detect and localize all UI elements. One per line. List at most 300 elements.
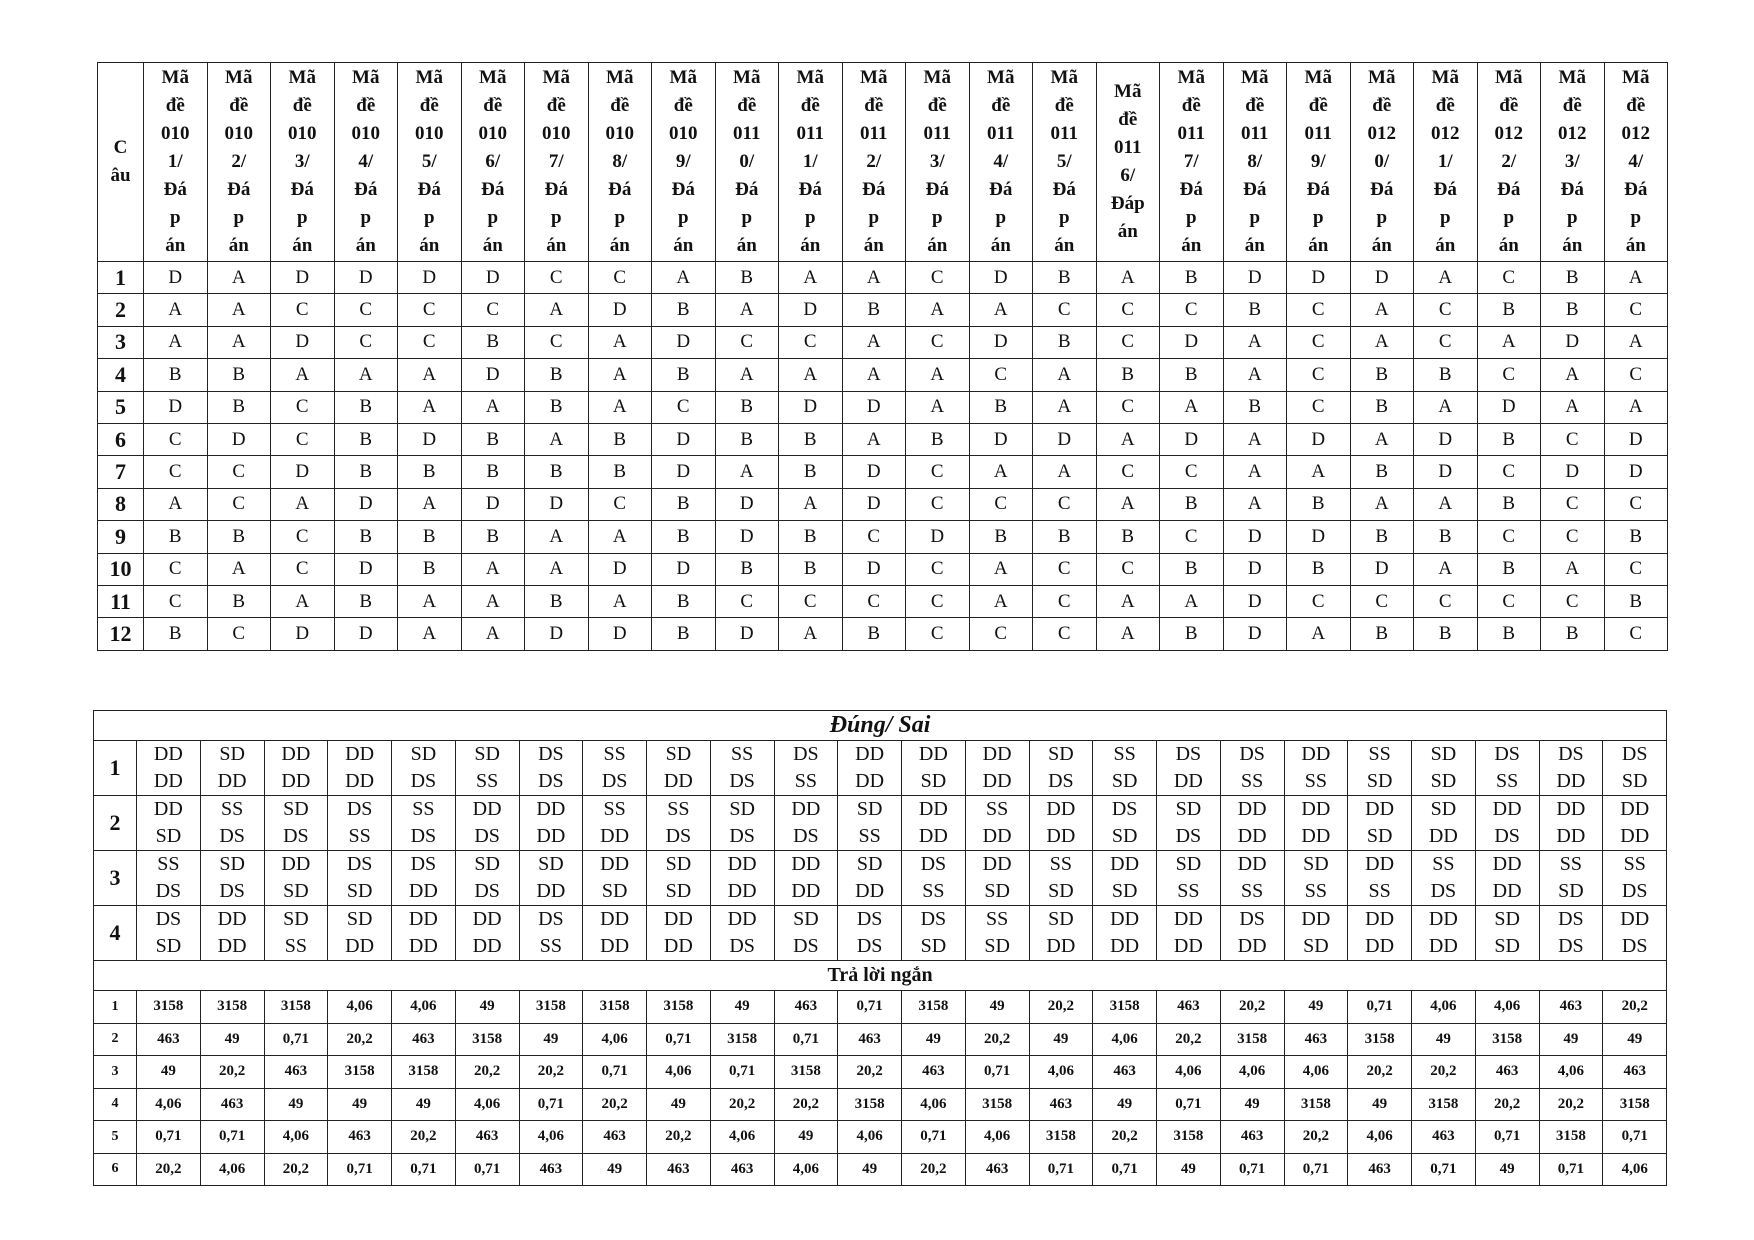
statement-pair-bottom: DD (1046, 825, 1076, 847)
answer-cell: D (398, 423, 462, 455)
answer-cell: B (1414, 618, 1478, 650)
answer-cell: B (1033, 521, 1097, 553)
answer-cell: A (1033, 391, 1097, 423)
short-answer-cell: 49 (264, 1088, 328, 1121)
true-false-cell (1284, 906, 1348, 961)
answer-cell: A (1160, 391, 1224, 423)
statement-pair-top: DD (153, 798, 183, 820)
statement-pair-top: DS (1175, 743, 1202, 765)
answer-row (98, 326, 1668, 358)
short-answer-cell: 20,2 (902, 1153, 966, 1186)
answer-cell: A (1033, 359, 1097, 391)
answer-cell: A (461, 391, 525, 423)
short-answer-cell: 0,71 (1412, 1153, 1476, 1186)
short-answer-cell: 20,2 (264, 1153, 328, 1186)
answer-cell: D (652, 456, 716, 488)
statement-pair-top: DD (600, 908, 630, 930)
statement-pair-bottom: DS (793, 825, 819, 847)
answer-cell: A (779, 359, 843, 391)
answer-cell: A (1604, 262, 1668, 294)
answer-cell: A (461, 553, 525, 585)
answer-cell: C (144, 423, 208, 455)
statement-pair-bottom: DD (1173, 935, 1203, 957)
question-number: 4 (94, 1088, 137, 1121)
short-answer-cell: 20,2 (1029, 991, 1093, 1024)
statement-pair-bottom: DD (1046, 935, 1076, 957)
statement-pair-bottom: DS (665, 825, 692, 847)
answer-cell: A (207, 262, 271, 294)
short-answer-cell: 4,06 (583, 1023, 647, 1056)
answer-cell: C (1287, 326, 1351, 358)
answer-cell: C (1477, 456, 1541, 488)
answer-cell: C (1414, 585, 1478, 617)
answer-row (98, 488, 1668, 520)
answer-cell: C (1477, 262, 1541, 294)
answer-cell: A (271, 359, 335, 391)
answer-cell: B (715, 553, 779, 585)
short-answer-cell: 463 (647, 1153, 711, 1186)
true-false-cell (200, 851, 264, 906)
true-false-cell (965, 796, 1029, 851)
short-answer-cell: 4,06 (1348, 1121, 1412, 1154)
answer-cell: C (906, 456, 970, 488)
answer-cell: C (271, 423, 335, 455)
answer-cell: B (1350, 359, 1414, 391)
answer-cell: B (652, 618, 716, 650)
statement-pair-bottom: DD (345, 770, 375, 792)
statement-pair-top: DD (345, 743, 375, 765)
statement-pair-bottom: SD (1366, 825, 1393, 847)
answer-cell: C (1604, 488, 1668, 520)
statement-pair-bottom: SS (858, 825, 881, 847)
answer-cell: A (1096, 423, 1160, 455)
short-answer-cell: 20,2 (455, 1056, 519, 1089)
statement-pair-bottom: SD (920, 770, 947, 792)
statement-pair-top: SD (219, 743, 245, 765)
true-false-cell (710, 741, 774, 796)
exam-code-header (779, 63, 843, 262)
answer-cell: B (1414, 359, 1478, 391)
answer-cell: A (144, 488, 208, 520)
statement-pair-top: DD (982, 853, 1012, 875)
short-answer-cell: 3158 (1603, 1088, 1667, 1121)
answer-cell: D (1350, 553, 1414, 585)
short-answer-cell: 463 (838, 1023, 902, 1056)
short-answer-cell: 20,2 (1412, 1056, 1476, 1089)
answer-cell: B (588, 423, 652, 455)
answer-cell: B (1287, 553, 1351, 585)
true-false-cell (583, 741, 647, 796)
answer-row (98, 294, 1668, 326)
true-false-cell (774, 796, 838, 851)
true-false-cell (1220, 906, 1284, 961)
answer-cell: C (1541, 488, 1605, 520)
answer-cell: B (715, 262, 779, 294)
answer-cell: D (779, 391, 843, 423)
true-false-cell (647, 796, 711, 851)
statement-pair-top: DD (663, 908, 693, 930)
short-answer-cell: 49 (1539, 1023, 1603, 1056)
exam-code-header (1414, 63, 1478, 262)
statement-pair-bottom: DD (281, 770, 311, 792)
statement-pair-bottom: DD (1110, 935, 1140, 957)
statement-pair-top: DD (600, 853, 630, 875)
answer-cell: B (207, 585, 271, 617)
question-number: 3 (94, 851, 137, 906)
answer-cell: A (144, 326, 208, 358)
short-answer-cell: 4,06 (137, 1088, 201, 1121)
statement-pair-bottom: SS (476, 770, 499, 792)
answer-cell: D (525, 618, 589, 650)
exam-code-label: Mã đề 011 4/ Đá p án (987, 67, 1015, 256)
true-false-cell (1348, 796, 1412, 851)
answer-cell: C (1096, 391, 1160, 423)
answer-cell: B (525, 359, 589, 391)
answer-row (98, 521, 1668, 553)
statement-pair-bottom: DD (1237, 825, 1267, 847)
statement-pair-bottom: SS (794, 770, 817, 792)
answer-cell: A (588, 359, 652, 391)
true-false-cell (583, 851, 647, 906)
answer-row (98, 262, 1668, 294)
statement-pair-bottom: DS (729, 935, 755, 957)
answer-cell: B (1160, 488, 1224, 520)
question-number: 1 (94, 741, 137, 796)
exam-code-label: Mã đề 012 4/ Đá p án (1621, 67, 1650, 256)
statement-pair-bottom: DS (1558, 935, 1584, 957)
statement-pair-bottom: SD (1048, 880, 1074, 902)
answer-cell: D (207, 423, 271, 455)
statement-pair-bottom: DD (1492, 880, 1522, 902)
answer-cell: A (969, 456, 1033, 488)
question-number: 4 (98, 359, 144, 391)
answer-cell: A (1350, 488, 1414, 520)
statement-pair-bottom: DS (1430, 880, 1457, 902)
answer-cell: B (652, 521, 716, 553)
true-false-cell (264, 741, 328, 796)
statement-pair-bottom: DD (663, 770, 693, 792)
statement-pair-top: SD (665, 743, 692, 765)
statement-pair-bottom: SD (920, 935, 947, 957)
true-false-cell (1539, 741, 1603, 796)
statement-pair-bottom: SD (346, 880, 373, 902)
statement-pair-bottom: DD (600, 935, 630, 957)
true-false-cell (200, 741, 264, 796)
answer-cell: C (906, 553, 970, 585)
statement-pair-top: SD (474, 743, 500, 765)
short-answer-cell: 3158 (774, 1056, 838, 1089)
answer-cell: A (715, 294, 779, 326)
exam-code-label: Mã đề 011 3/ Đá p án (923, 67, 951, 256)
statement-pair-top: DD (918, 743, 948, 765)
answer-cell: C (144, 553, 208, 585)
short-answer-cell: 463 (774, 991, 838, 1024)
exam-code-label: Mã đề 010 5/ Đá p án (415, 67, 444, 256)
short-answer-cell: 4,06 (1539, 1056, 1603, 1089)
true-false-cell (1348, 906, 1412, 961)
short-answer-cell: 0,71 (1157, 1088, 1221, 1121)
statement-pair-top: SS (221, 798, 244, 820)
short-answer-cell: 463 (328, 1121, 392, 1154)
statement-pair-top: DD (1620, 798, 1650, 820)
answer-cell: B (1477, 553, 1541, 585)
question-number: 4 (94, 906, 137, 961)
short-answer-cell: 49 (1157, 1153, 1221, 1186)
statement-pair-top: DS (1111, 798, 1138, 820)
question-number: 1 (98, 262, 144, 294)
statement-pair-top: DD (1046, 798, 1076, 820)
answer-cell: B (334, 423, 398, 455)
answer-cell: A (1350, 326, 1414, 358)
short-answer-cell: 49 (1029, 1023, 1093, 1056)
answer-cell: A (271, 585, 335, 617)
exam-code-label: Mã đề 011 0/ Đá p án (733, 67, 761, 256)
short-answer-cell: 0,71 (1603, 1121, 1667, 1154)
answer-cell: D (1604, 456, 1668, 488)
exam-code-header (906, 63, 970, 262)
question-number: 3 (94, 1056, 137, 1089)
short-answer-cell: 4,06 (1284, 1056, 1348, 1089)
short-answer-cell: 4,06 (200, 1153, 264, 1186)
short-answer-cell: 3158 (328, 1056, 392, 1089)
statement-pair-bottom: DS (1175, 825, 1202, 847)
answer-cell: C (588, 488, 652, 520)
answer-cell: B (779, 456, 843, 488)
statement-pair-top: DD (1110, 908, 1140, 930)
answer-cell: B (525, 391, 589, 423)
answer-cell: A (715, 456, 779, 488)
true-false-section-title: Đúng/ Sai (94, 711, 1667, 741)
answer-cell: B (1160, 262, 1224, 294)
answer-cell: D (271, 262, 335, 294)
exam-code-header (1160, 63, 1224, 262)
true-false-cell (519, 851, 583, 906)
true-false-cell (1157, 796, 1221, 851)
true-false-row (94, 741, 1667, 796)
exam-code-header (398, 63, 462, 262)
answer-cell: D (1541, 326, 1605, 358)
answer-cell: C (398, 326, 462, 358)
answer-cell: D (1414, 423, 1478, 455)
answer-cell: D (715, 488, 779, 520)
answer-cell: B (588, 456, 652, 488)
statement-pair-bottom: SS (1177, 880, 1200, 902)
short-answer-cell: 20,2 (1603, 991, 1667, 1024)
statement-pair-bottom: SS (1368, 880, 1391, 902)
answer-cell: D (1033, 423, 1097, 455)
statement-pair-bottom: SD (155, 935, 182, 957)
exam-code-header (271, 63, 335, 262)
short-answer-cell: 3158 (392, 1056, 456, 1089)
answer-cell: D (334, 618, 398, 650)
short-answer-cell: 20,2 (328, 1023, 392, 1056)
section-row (94, 711, 1667, 741)
question-number: 6 (98, 423, 144, 455)
true-false-cell (1029, 851, 1093, 906)
answer-cell: A (1541, 359, 1605, 391)
answer-cell: D (969, 262, 1033, 294)
statement-pair-top: DS (346, 853, 373, 875)
statement-pair-bottom: SS (284, 935, 307, 957)
statement-pair-bottom: SS (1496, 770, 1519, 792)
answer-cell: D (842, 553, 906, 585)
short-answer-cell: 463 (1220, 1121, 1284, 1154)
exam-code-header (969, 63, 1033, 262)
exam-code-header (525, 63, 589, 262)
answer-cell: A (525, 521, 589, 553)
statement-pair-top: DD (1110, 853, 1140, 875)
statement-pair-top: SD (856, 798, 883, 820)
statement-pair-bottom: DS (219, 880, 245, 902)
statement-pair-bottom: SD (1558, 880, 1584, 902)
answer-cell: A (398, 618, 462, 650)
answer-cell: A (1414, 391, 1478, 423)
statement-pair-bottom: SS (1241, 880, 1264, 902)
answer-cell: A (1414, 262, 1478, 294)
question-number: 2 (94, 796, 137, 851)
short-answer-cell: 49 (710, 991, 774, 1024)
statement-pair-bottom: DS (1621, 935, 1648, 957)
answer-cell: C (715, 585, 779, 617)
answer-cell: B (1096, 521, 1160, 553)
true-false-cell (902, 741, 966, 796)
statement-pair-top: SD (538, 853, 564, 875)
statement-pair-top: DS (346, 798, 373, 820)
true-false-cell (200, 906, 264, 961)
answer-cell: B (1477, 618, 1541, 650)
answer-cell: B (652, 359, 716, 391)
exam-code-label: Mã đề 010 1/ Đá p án (161, 67, 190, 256)
statement-pair-top: SS (603, 798, 626, 820)
answer-cell: A (1096, 262, 1160, 294)
short-answer-cell: 463 (1093, 1056, 1157, 1089)
true-false-cell (583, 796, 647, 851)
exam-code-header (715, 63, 779, 262)
statement-pair-bottom: DS (155, 880, 182, 902)
answer-cell: C (1604, 618, 1668, 650)
short-answer-cell: 0,71 (1029, 1153, 1093, 1186)
answer-cell: D (842, 488, 906, 520)
answer-cell: A (398, 488, 462, 520)
statement-pair-top: DD (1237, 853, 1267, 875)
answer-cell: D (842, 391, 906, 423)
answer-cell: C (1287, 585, 1351, 617)
answer-cell: D (1350, 262, 1414, 294)
answer-cell: D (334, 262, 398, 294)
statement-pair-bottom: SD (1111, 825, 1138, 847)
short-answer-cell: 4,06 (774, 1153, 838, 1186)
true-false-cell (137, 741, 201, 796)
short-answer-cell: 49 (583, 1153, 647, 1186)
answer-cell: C (906, 262, 970, 294)
answer-cell: A (1477, 326, 1541, 358)
short-answer-cell: 49 (200, 1023, 264, 1056)
answer-cell: D (334, 553, 398, 585)
answer-cell: B (842, 294, 906, 326)
answer-cell: A (969, 553, 1033, 585)
short-answer-row (94, 1056, 1667, 1089)
answer-cell: C (1033, 294, 1097, 326)
statement-pair-top: SD (283, 798, 309, 820)
statement-pair-top: DD (855, 743, 885, 765)
exam-code-header (144, 63, 208, 262)
statement-pair-top: DS (1239, 743, 1265, 765)
statement-pair-bottom: DD (408, 880, 438, 902)
true-false-cell (1475, 741, 1539, 796)
statement-pair-top: SS (986, 798, 1009, 820)
answer-cell: A (1223, 326, 1287, 358)
answer-cell: D (461, 262, 525, 294)
answer-cell: B (1350, 618, 1414, 650)
statement-pair-bottom: SD (1303, 935, 1329, 957)
short-answer-cell: 4,06 (902, 1088, 966, 1121)
short-answer-cell: 49 (1475, 1153, 1539, 1186)
answer-cell: D (1414, 456, 1478, 488)
exam-code-label: Mã đề 010 6/ Đá p án (478, 67, 507, 256)
statement-pair-bottom: DD (982, 825, 1012, 847)
answer-cell: D (652, 423, 716, 455)
statement-pair-bottom: DS (1494, 825, 1520, 847)
statement-pair-top: DS (920, 908, 947, 930)
answer-cell: C (271, 521, 335, 553)
statement-pair-top: DD (727, 908, 757, 930)
answer-cell: C (1350, 585, 1414, 617)
short-answer-cell: 20,2 (1220, 991, 1284, 1024)
answer-cell: B (1477, 423, 1541, 455)
answer-cell: C (652, 391, 716, 423)
statement-pair-bottom: DD (855, 770, 885, 792)
answer-cell: D (334, 488, 398, 520)
answer-cell: C (1033, 618, 1097, 650)
true-false-cell (902, 906, 966, 961)
statement-pair-bottom: DD (663, 935, 693, 957)
answer-cell: A (1604, 391, 1668, 423)
statement-pair-top: SS (986, 908, 1009, 930)
answer-cell: B (144, 521, 208, 553)
answer-cell: A (1223, 456, 1287, 488)
short-answer-cell: 20,2 (710, 1088, 774, 1121)
question-number: 6 (94, 1153, 137, 1186)
short-answer-cell: 4,06 (519, 1121, 583, 1154)
exam-code-header (334, 63, 398, 262)
statement-pair-bottom: DS (410, 770, 437, 792)
true-false-cell (264, 906, 328, 961)
answer-cell: C (1160, 456, 1224, 488)
exam-code-header (1223, 63, 1287, 262)
short-answer-cell: 49 (1603, 1023, 1667, 1056)
statement-pair-top: DD (1492, 798, 1522, 820)
answer-cell: A (334, 359, 398, 391)
true-false-cell (519, 741, 583, 796)
short-answer-cell: 49 (519, 1023, 583, 1056)
multiple-choice-answer-table (97, 62, 1668, 651)
exam-code-header (207, 63, 271, 262)
question-number: 7 (98, 456, 144, 488)
statement-pair-top: DS (1621, 743, 1648, 765)
exam-code-label: Mã đề 010 4/ Đá p án (351, 67, 380, 256)
answer-cell: C (525, 326, 589, 358)
answer-cell: A (398, 391, 462, 423)
short-answer-cell: 20,2 (774, 1088, 838, 1121)
statement-pair-top: SD (410, 743, 437, 765)
answer-cell: A (461, 618, 525, 650)
statement-pair-top: DS (1558, 908, 1584, 930)
answer-row (98, 391, 1668, 423)
exam-code-label: Mã đề 012 1/ Đá p án (1431, 67, 1460, 256)
answer-cell: A (906, 294, 970, 326)
short-answer-cell: 463 (583, 1121, 647, 1154)
true-false-cell (264, 851, 328, 906)
